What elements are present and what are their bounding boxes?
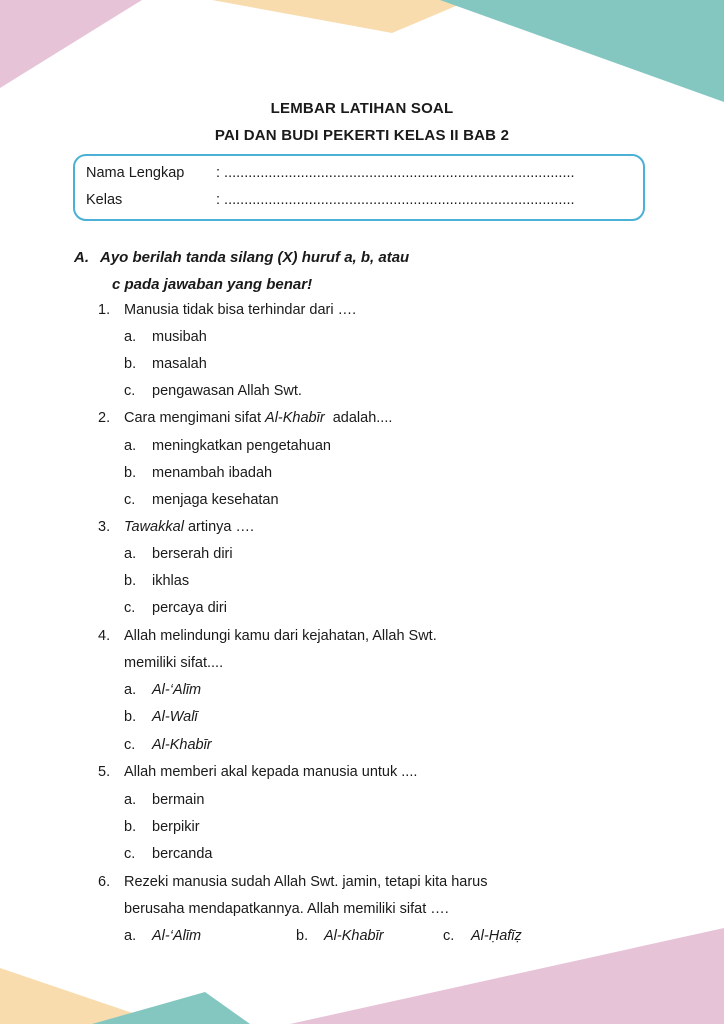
question-2-option-c[interactable]	[124, 490, 279, 510]
question-text: Manusia tidak bisa terhindar dari ….	[124, 302, 357, 318]
question-6-option-c[interactable]	[443, 926, 522, 946]
question-5-option-c[interactable]	[124, 844, 212, 864]
question-6-option-b[interactable]	[296, 926, 384, 946]
option-text: Al-Walī	[152, 709, 198, 725]
worksheet-title: LEMBAR LATIHAN SOAL	[270, 100, 454, 117]
question-5-option-a[interactable]	[124, 790, 204, 810]
option-text: percaya diri	[152, 600, 227, 616]
option-letter: b.	[296, 928, 309, 944]
option-text: menambah ibadah	[152, 465, 273, 481]
question-1-option-b[interactable]	[124, 354, 207, 374]
option-text: menjaga kesehatan	[152, 492, 279, 508]
question-6-option-a[interactable]	[124, 926, 201, 946]
question-6-line-2: berusaha mendapatkannya. Allah memiliki sifat ….	[124, 901, 449, 917]
question-4	[98, 626, 437, 646]
question-text-start: Cara mengimani sifat	[124, 410, 266, 426]
class-row	[86, 192, 606, 208]
question-text: Allah memberi akal kepada manusia untuk ....	[124, 764, 418, 780]
name-label: Nama Lengkap	[86, 165, 185, 181]
name-fill-line[interactable]: : .......................................................................................	[216, 165, 575, 181]
question-5	[98, 762, 417, 782]
option-text: berserah diri	[152, 546, 233, 562]
option-letter: a.	[124, 438, 137, 454]
question-number: 4.	[98, 628, 111, 644]
question-4-option-c[interactable]	[124, 735, 212, 755]
question-2-option-a[interactable]	[124, 436, 331, 456]
question-4-option-a[interactable]	[124, 680, 201, 700]
option-text: bermain	[152, 792, 205, 808]
question-text-italic: Tawakkal	[124, 519, 184, 535]
question-number: 5.	[98, 764, 111, 780]
question-3-option-a[interactable]	[124, 544, 233, 564]
question-5-option-b[interactable]	[124, 817, 200, 837]
option-letter: c.	[124, 846, 136, 862]
option-text: Al-Khabīr	[152, 737, 212, 753]
option-text: berpikir	[152, 819, 200, 835]
section-letter: A.	[74, 249, 89, 266]
option-letter: c.	[443, 928, 455, 944]
option-text: pengawasan Allah Swt.	[152, 383, 302, 399]
option-letter: a.	[124, 928, 137, 944]
option-letter: b.	[124, 465, 137, 481]
option-letter: a.	[124, 329, 137, 345]
option-letter: b.	[124, 819, 137, 835]
option-letter: c.	[124, 492, 136, 508]
question-number: 6.	[98, 874, 111, 890]
option-text: meningkatkan pengetahuan	[152, 438, 331, 454]
question-6	[98, 872, 488, 892]
option-text: Al-Khabīr	[324, 928, 384, 944]
question-text-italic: Al-Khabīr	[265, 410, 325, 426]
question-text-line-1: Allah melindungi kamu dari kejahatan, Allah Swt.	[124, 628, 437, 644]
option-letter: c.	[124, 600, 136, 616]
option-text: Al-Ḥafīẓ	[471, 928, 522, 944]
question-1	[98, 300, 356, 320]
question-1-option-a[interactable]	[124, 327, 207, 347]
option-letter: b.	[124, 709, 137, 725]
option-text: bercanda	[152, 846, 213, 862]
option-text: Al-‘Alīm	[152, 682, 202, 698]
question-1-option-c[interactable]	[124, 381, 302, 401]
question-3-option-c[interactable]	[124, 598, 227, 618]
question-text-end: artinya ….	[183, 519, 255, 535]
option-text: Al-‘Alīm	[152, 928, 202, 944]
question-text-line-1: Rezeki manusia sudah Allah Swt. jamin, tetapi kita harus	[124, 874, 488, 890]
question-2-option-b[interactable]	[124, 463, 272, 483]
question-text-end: adalah....	[324, 410, 393, 426]
option-text: musibah	[152, 329, 207, 345]
question-3-option-b[interactable]	[124, 571, 189, 591]
option-letter: c.	[124, 383, 136, 399]
option-letter: b.	[124, 356, 137, 372]
question-number: 1.	[98, 302, 111, 318]
option-letter: a.	[124, 546, 137, 562]
question-number: 2.	[98, 410, 111, 426]
option-text: ikhlas	[152, 573, 190, 589]
option-letter: a.	[124, 682, 137, 698]
class-fill-line[interactable]: : .......................................................................................	[216, 192, 575, 208]
option-letter: c.	[124, 737, 136, 753]
option-letter: a.	[124, 792, 137, 808]
student-identity-box	[73, 154, 645, 221]
name-row	[86, 165, 606, 181]
instruction-line-1: Ayo berilah tanda silang (X) huruf a, b, atau	[100, 249, 410, 266]
option-text: masalah	[152, 356, 207, 372]
option-letter: b.	[124, 573, 137, 589]
section-a-instruction	[74, 244, 409, 298]
question-4-line-2: memiliki sifat....	[124, 655, 224, 671]
instruction-line-2: c pada jawaban yang benar!	[112, 276, 313, 293]
question-number: 3.	[98, 519, 111, 535]
class-label: Kelas	[86, 192, 123, 208]
question-2	[98, 408, 392, 428]
worksheet-subtitle: PAI DAN BUDI PEKERTI KELAS II BAB 2	[214, 127, 510, 144]
question-4-option-b[interactable]	[124, 707, 198, 727]
question-3	[98, 517, 254, 537]
